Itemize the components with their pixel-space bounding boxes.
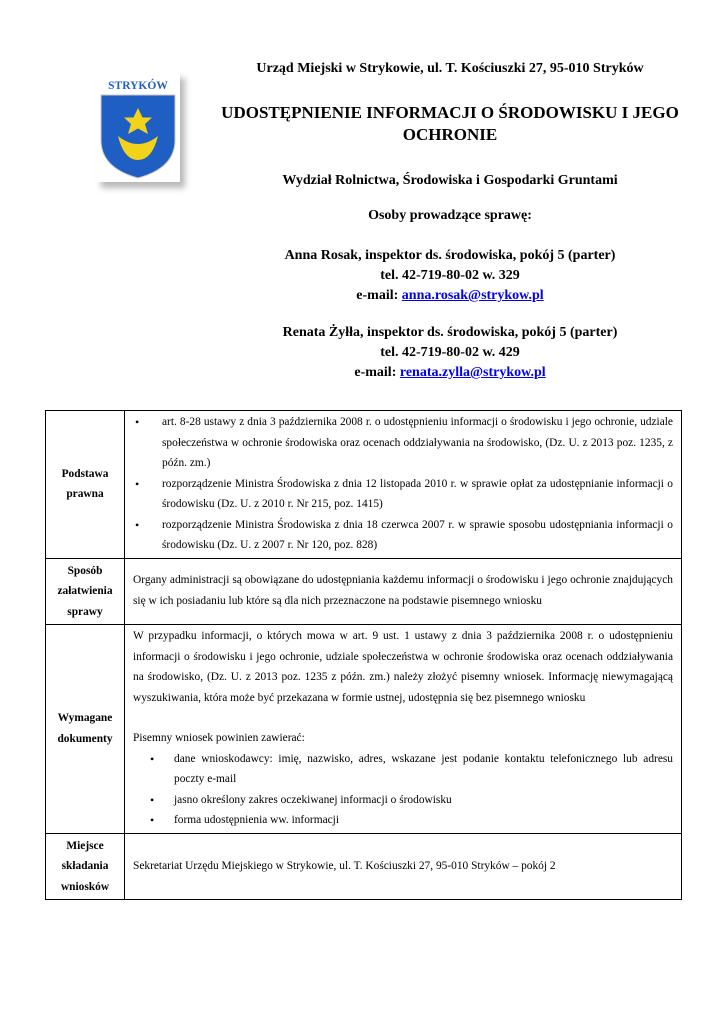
legal-basis-content xyxy=(125,411,682,559)
department-name: Wydział Rolnictwa, Środowiska i Gospodarki Gruntami xyxy=(282,173,618,188)
email-label: e-mail: xyxy=(356,288,399,303)
table-row-place xyxy=(46,833,682,900)
table-row-legal-basis xyxy=(46,411,682,559)
list-item: • forma udostępnienia ww. informacji xyxy=(133,810,673,831)
method-content: Organy administracji są obowiązane do udostępniania każdemu informacji o środowisku i jego ochronie znajdujących się w ich posiadaniu lub które są dla nich przeznaczone na podstawie pisemnego wniosku xyxy=(125,558,682,625)
table-row-documents xyxy=(46,625,682,834)
documents-paragraph: W przypadku informacji, o których mowa w art. 9 ust. 1 ustawy z dnia 3 października 2008 r. o udostępnieniu informacji o środowisku i jego ochronie, udziale społeczeństwa w ochronie środowiska oraz ocenach oddziaływania na środowisko, (Dz. U. z 2013 poz. 1235 z późn. zm.) należy złożyć pisemny wniosek. Informację niewymagającą wyszukiwania, która może być przekazana w formie ustnej, udostępnia się bez pisemnego wniosku xyxy=(133,630,673,704)
legal-basis-list xyxy=(133,412,673,556)
contact-phone: tel. 42-719-80-02 w. 329 xyxy=(380,268,520,283)
document-title-line-2: OCHRONIE xyxy=(402,125,498,144)
place-content: Sekretariat Urzędu Miejskiego w Strykowie, ul. T. Kościuszki 27, 95-010 Stryków – pokój 2 xyxy=(125,833,682,900)
crest-label: STRYKÓW xyxy=(108,80,168,92)
contact-person xyxy=(190,323,710,383)
list-item: • jasno określony zakres oczekiwanej informacji o środowisku xyxy=(133,790,673,811)
documents-content xyxy=(125,625,682,834)
email-label: e-mail: xyxy=(354,365,397,380)
documents-list xyxy=(133,749,673,831)
office-address: Urząd Miejski w Strykowie, ul. T. Kościuszki 27, 95-010 Stryków xyxy=(256,61,644,76)
document-title xyxy=(190,102,710,146)
list-item: • rozporządzenie Ministra Środowiska z dnia 12 listopada 2010 r. w sprawie opłat za udostępnianie informacji o środowisku (Dz. U. z 2010 r. Nr 215, poz. 1415) xyxy=(133,474,673,515)
list-item: • rozporządzenie Ministra Środowiska z dnia 18 czerwca 2007 r. w sprawie sposobu udostępniania informacji o środowisku (Dz. U. z 2007 r. Nr 120, poz. 828) xyxy=(133,515,673,556)
contact-email-link[interactable]: anna.rosak@strykow.pl xyxy=(401,288,544,303)
method-label: Sposób załatwienia sprawy xyxy=(46,558,125,625)
documents-label: Wymagane dokumenty xyxy=(46,625,125,834)
contact-email-link[interactable]: renata.zylla@strykow.pl xyxy=(399,365,546,380)
documents-request-heading: Pisemny wniosek powinien zawierać: xyxy=(133,732,305,744)
contact-person xyxy=(190,246,710,306)
contact-email-row xyxy=(190,363,710,383)
contact-line: Anna Rosak, inspektor ds. środowiska, pokój 5 (parter) xyxy=(284,248,616,263)
list-item: • art. 8-28 ustawy z dnia 3 października 2008 r. o udostępnieniu informacji o środowisku i jego ochronie, udziale społeczeństwa w ochronie środowiska oraz ocenach oddziaływania na środowisko, (Dz. U. z 2013 poz. 1235, z późn. zm.) xyxy=(133,412,673,474)
contact-phone: tel. 42-719-80-02 w. 429 xyxy=(380,345,520,360)
list-item: • dane wnioskodawcy: imię, nazwisko, adres, wskazane jest podanie kontaktu telefonicznego lub adresu poczty e-mail xyxy=(133,749,673,790)
coat-of-arms-logo xyxy=(96,72,180,182)
place-label: Miejsce składania wniosków xyxy=(46,833,125,900)
document-title-line-1: UDOSTĘPNIENIE INFORMACJI O ŚRODOWISKU I JEGO xyxy=(221,103,679,122)
table-row-method xyxy=(46,558,682,625)
contacts-heading: Osoby prowadzące sprawę: xyxy=(368,208,532,223)
contact-email-row xyxy=(190,286,710,306)
contact-line: Renata Żyłła, inspektor ds. środowiska, pokój 5 (parter) xyxy=(282,325,618,340)
information-table xyxy=(45,410,682,900)
legal-basis-label: Podstawa prawna xyxy=(46,411,125,559)
